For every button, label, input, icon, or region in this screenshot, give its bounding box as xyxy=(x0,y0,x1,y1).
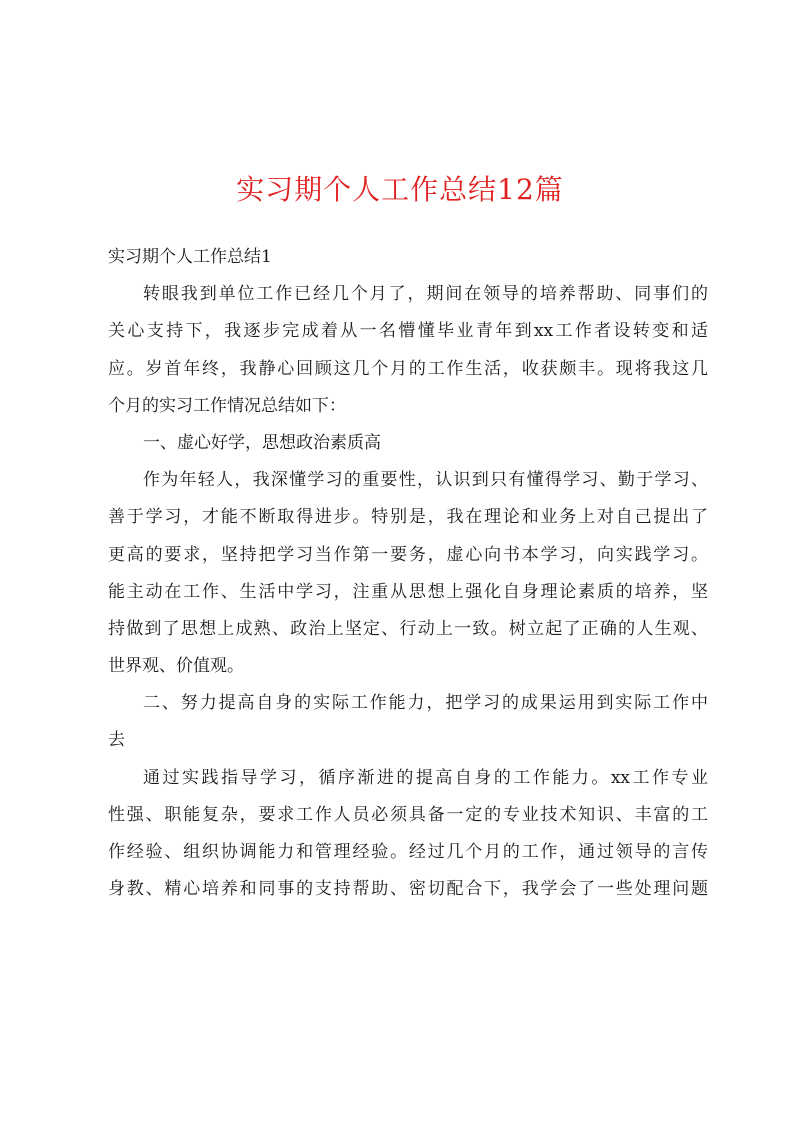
subheading-line: 去 xyxy=(108,730,125,751)
subheading-two xyxy=(108,685,708,759)
paragraph-line: 关心支持下，我逐步完成着从一名懵懂毕业青年到xx工作者设转变和适 xyxy=(108,321,708,342)
paragraph-line: 应。岁首年终，我静心回顾这几个月的工作生活，收获颇丰。现将我这几 xyxy=(108,358,708,379)
paragraph-line: 通过实践指导学习，循序渐进的提高自身的工作能力。xx工作专业 xyxy=(143,767,708,788)
paragraph-line: 身教、精心培养和同事的支持帮助、密切配合下，我学会了一些处理问题 xyxy=(108,879,708,900)
paragraph-practice xyxy=(108,760,708,909)
paragraph-line: 更高的要求，坚持把学习当作第一要务，虚心向书本学习，向实践学习。 xyxy=(108,544,708,565)
subheading-line: 二、努力提高自身的实际工作能力，把学习的成果运用到实际工作中 xyxy=(143,693,708,714)
subheading-line: 一、虚心好学，思想政治素质高 xyxy=(143,432,381,453)
paragraph-line: 作为年轻人，我深懂学习的重要性，认识到只有懂得学习、勤于学习、 xyxy=(143,470,708,491)
paragraph-line: 持做到了思想上成熟、政治上坚定、行动上一致。树立起了正确的人生观、 xyxy=(108,618,708,639)
paragraph-line: 性强、职能复杂，要求工作人员必须具备一定的专业技术知识、丰富的工 xyxy=(108,804,708,825)
paragraph-line: 善于学习，才能不断取得进步。特别是，我在理论和业务上对自己提出了 xyxy=(108,507,708,528)
paragraph-line: 能主动在工作、生活中学习，注重从思想上强化自身理论素质的培养，坚 xyxy=(108,581,708,602)
paragraph-line: 个月的实习工作情况总结如下： xyxy=(108,395,346,416)
paragraph-line: 转眼我到单位工作已经几个月了，期间在领导的培养帮助、同事们的 xyxy=(143,284,708,305)
document-title: 实习期个人工作总结12篇 xyxy=(236,173,564,206)
paragraph-intro xyxy=(108,276,708,425)
subheading-one xyxy=(108,425,708,462)
paragraph-study xyxy=(108,462,708,685)
paragraph-line: 世界观、价值观。 xyxy=(108,656,244,677)
section-heading: 实习期个人工作总结1 xyxy=(108,247,272,267)
paragraph-line: 作经验、组织协调能力和管理经验。经过几个月的工作，通过领导的言传 xyxy=(108,842,708,862)
document-body xyxy=(108,239,708,908)
